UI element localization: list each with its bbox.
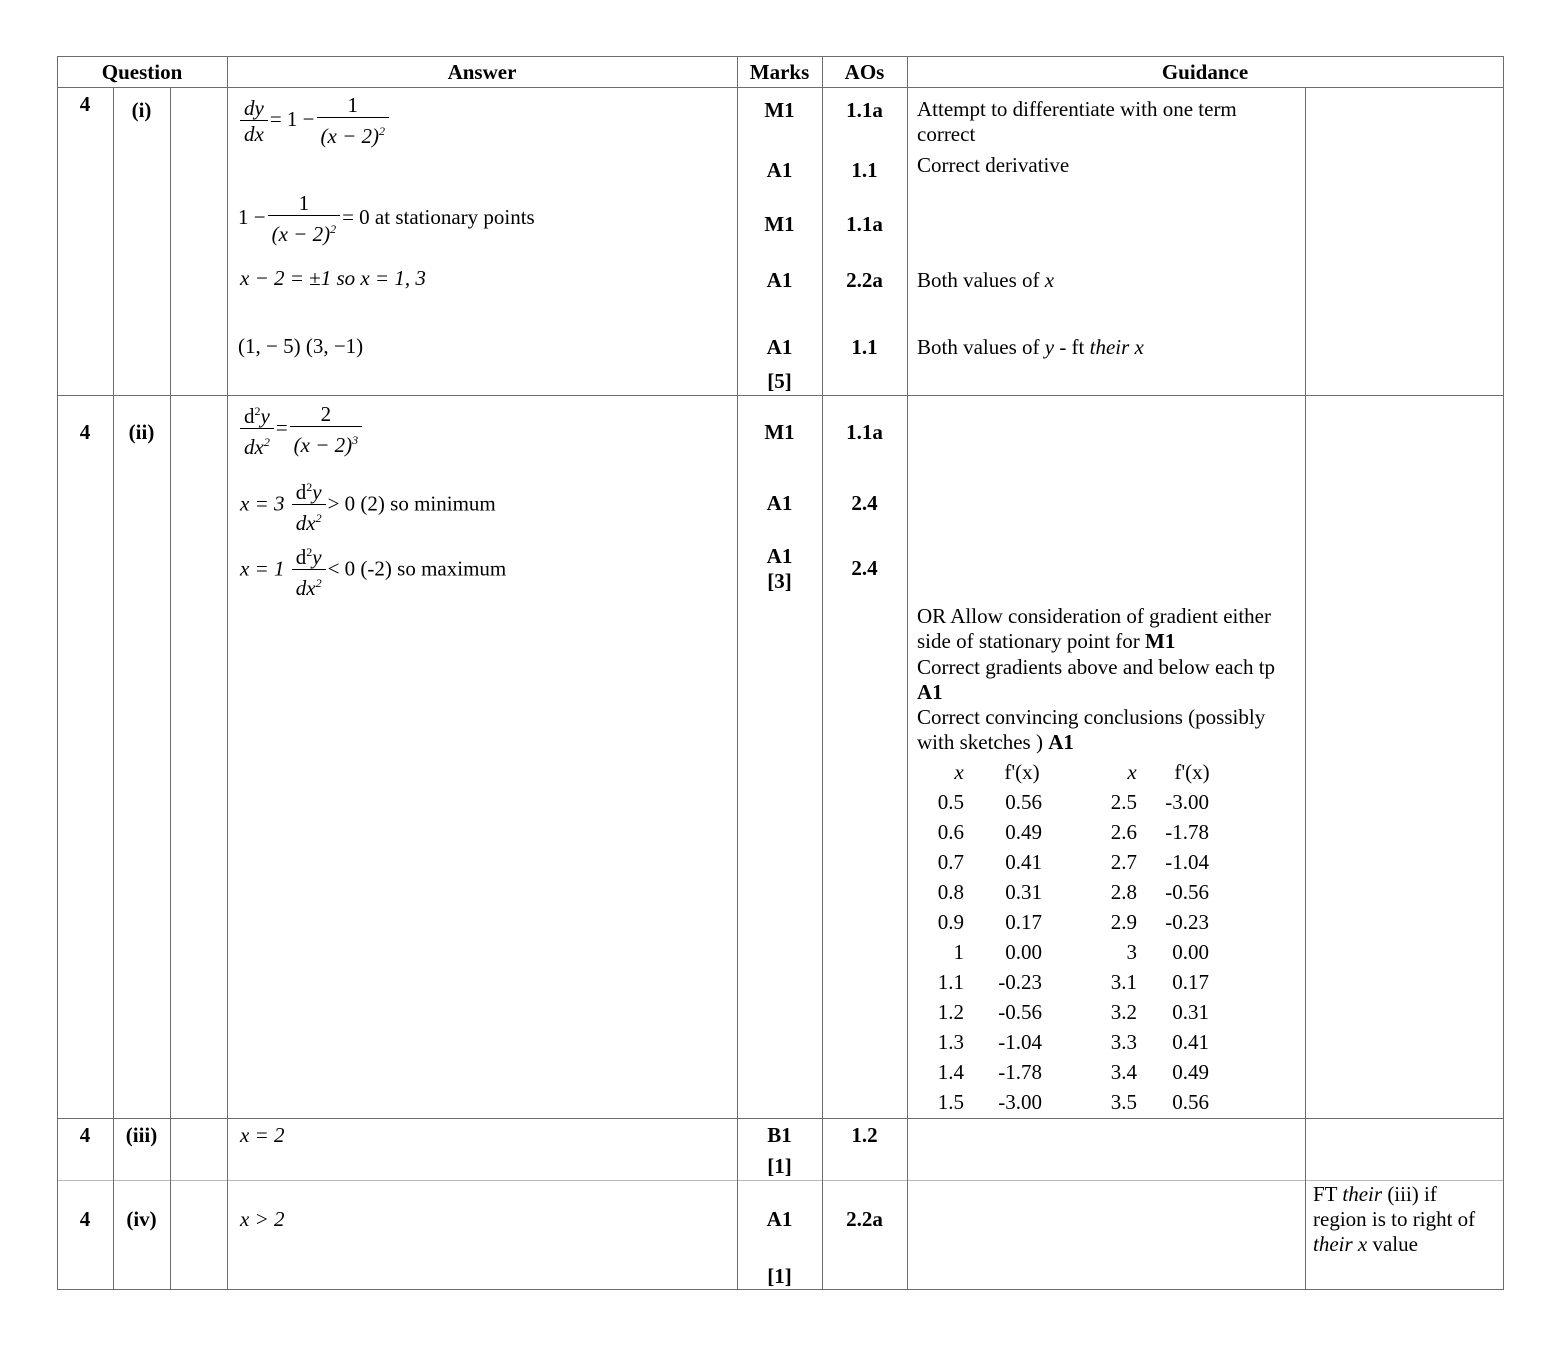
guidance-plain: Both values of: [917, 335, 1045, 359]
guidance-mark: A1: [1048, 730, 1074, 754]
row-divider-iii-iv: [57, 1180, 1504, 1181]
gradient-table-cell: 0.31: [1005, 880, 1042, 904]
gradient-table-cell: 0.56: [1172, 1090, 1209, 1114]
table-top-border: [57, 56, 1504, 57]
guidance-plain: - ft: [1054, 335, 1090, 359]
answer-post: = 0 at stationary points: [342, 204, 535, 229]
col-divider-question-answer: [227, 56, 228, 1290]
mark: A1: [766, 544, 793, 568]
mark: B1: [767, 1123, 792, 1147]
question-number: 4: [79, 420, 91, 444]
answer-pre: x = 1: [240, 556, 285, 581]
frac-num: 1: [298, 191, 310, 215]
gradient-table-header: x: [954, 760, 964, 784]
frac-den: [268, 215, 340, 247]
frac-den: [292, 504, 326, 536]
den-exp: 2: [330, 222, 337, 236]
frac-num: [292, 475, 326, 504]
guidance-text: [917, 629, 1175, 653]
mark: M1: [764, 420, 795, 444]
gradient-table-cell: 0.49: [1005, 820, 1042, 844]
den-text: (x − 2): [271, 222, 331, 246]
answer-points: (1, − 5) (3, −1): [238, 334, 364, 358]
den-text: dx: [295, 576, 316, 600]
ao: 1.1a: [846, 212, 883, 236]
frac-den: [240, 428, 274, 460]
num-var: y: [312, 480, 322, 504]
gradient-table-header: x: [1127, 760, 1137, 784]
ao: 2.4: [851, 491, 878, 515]
gradient-table-cell: 0.6: [937, 820, 964, 844]
gradient-table-cell: 3.4: [1110, 1060, 1137, 1084]
num-exp: 2: [306, 545, 313, 559]
gradient-table-cell: -3.00: [1165, 790, 1209, 814]
mark: A1: [766, 491, 793, 515]
frac-num: [292, 540, 326, 569]
den-text: (x − 2): [293, 432, 353, 457]
mark: A1: [766, 268, 793, 292]
gradient-table-cell: 2.9: [1110, 910, 1137, 934]
header-marks: Marks: [749, 60, 810, 84]
answer-derivative: [238, 93, 391, 149]
den-exp: 3: [352, 432, 359, 447]
table-right-border: [1503, 56, 1504, 1290]
gradient-table-cell: 0.8: [937, 880, 964, 904]
guidance-their: their: [1342, 1182, 1383, 1206]
col-divider-q1: [113, 87, 114, 1290]
col-divider-marks-aos: [822, 56, 823, 1290]
ao: 2.4: [851, 556, 878, 580]
gradient-table-cell: 0.7: [937, 850, 964, 874]
mark-total: [1]: [767, 1264, 792, 1288]
answer-eq: = 1 −: [269, 106, 315, 131]
frac-num: [240, 399, 274, 428]
guidance-text: correct: [917, 122, 976, 146]
mark-total: [5]: [767, 369, 792, 393]
guidance-plain: FT: [1313, 1182, 1343, 1206]
num-text: d: [295, 545, 307, 569]
ao: 2.2a: [846, 268, 883, 292]
guidance-plain: (iii) if: [1382, 1182, 1437, 1206]
guidance-mark: A1: [917, 680, 943, 704]
guidance-plain: value: [1367, 1232, 1418, 1256]
header-guidance: Guidance: [1161, 60, 1249, 84]
gradient-table-cell: -0.23: [1165, 910, 1209, 934]
gradient-table-cell: 0.17: [1172, 970, 1209, 994]
gradient-table-cell: 0.17: [1005, 910, 1042, 934]
header-question: Question: [101, 60, 183, 84]
guidance-text: Correct gradients above and below each tp: [917, 655, 1276, 679]
answer-asymptote: x = 2: [240, 1123, 285, 1147]
gradient-table-cell: 0.41: [1172, 1030, 1209, 1054]
den-exp: 2: [263, 435, 270, 449]
mark: A1: [766, 335, 793, 359]
gradient-table-cell: 0.49: [1172, 1060, 1209, 1084]
frac-den: dx: [240, 120, 268, 147]
guidance-their: their x: [1313, 1232, 1368, 1256]
question-number: 4: [79, 1123, 91, 1147]
answer-stationary-condition: [238, 191, 535, 247]
num-text: d: [295, 480, 307, 504]
gradient-table-cell: 3.1: [1110, 970, 1137, 994]
question-number: 4: [79, 92, 91, 116]
num-var: y: [312, 545, 322, 569]
gradient-table-cell: 0.9: [937, 910, 964, 934]
gradient-table-cell: 1.2: [937, 1000, 964, 1024]
ao: 1.1a: [846, 98, 883, 122]
gradient-table-cell: 1.3: [937, 1030, 964, 1054]
ao: 2.2a: [846, 1207, 883, 1231]
question-part: (iii): [125, 1123, 158, 1147]
guidance-text: [917, 730, 1074, 754]
gradient-table-cell: -1.78: [998, 1060, 1042, 1084]
den-exp: 2: [315, 511, 322, 525]
answer-minimum: [240, 475, 496, 536]
gradient-table-cell: 1.1: [937, 970, 964, 994]
question-number: 4: [79, 1207, 91, 1231]
gradient-table-cell: 2.5: [1110, 790, 1137, 814]
col-divider-guidance-inner: [1305, 87, 1306, 1290]
num-exp: 2: [254, 404, 261, 418]
guidance-text: Correct convincing conclusions (possibly: [917, 705, 1266, 729]
guidance-text: OR Allow consideration of gradient either: [917, 604, 1271, 628]
mark: A1: [766, 1207, 793, 1231]
gradient-table-cell: 1: [953, 940, 964, 964]
den-exp: 2: [315, 576, 322, 590]
answer-pre: x = 3: [240, 491, 285, 516]
gradient-table-cell: 2.7: [1110, 850, 1137, 874]
guidance-var: x: [1044, 268, 1055, 292]
ao: 1.2: [851, 1123, 878, 1147]
guidance-mark: M1: [1145, 629, 1176, 653]
header-aos: AOs: [844, 60, 885, 84]
num-var: y: [260, 404, 270, 428]
question-part: (iv): [126, 1207, 157, 1231]
frac-num: 2: [320, 401, 332, 426]
header-bottom-border: [57, 87, 1504, 88]
mark-total: [3]: [767, 569, 792, 593]
frac-num: 1: [347, 93, 358, 117]
gradient-table-cell: 0.00: [1172, 940, 1209, 964]
col-divider-q2: [170, 87, 171, 1290]
answer-post: < 0 (-2) so maximum: [327, 556, 507, 581]
row-divider-i-ii: [57, 395, 1504, 396]
answer-region: x > 2: [240, 1207, 285, 1231]
den-text: (x − 2): [320, 124, 379, 148]
guidance-text: region is to right of: [1313, 1207, 1476, 1231]
answer-pre: 1 −: [238, 204, 266, 229]
num-exp: 2: [306, 480, 313, 494]
frac-den: [290, 426, 362, 458]
header-answer: Answer: [447, 60, 517, 84]
guidance-their: their x: [1089, 335, 1144, 359]
gradient-table-cell: 2.6: [1110, 820, 1137, 844]
gradient-table-cell: 0.31: [1172, 1000, 1209, 1024]
gradient-table-cell: 1.4: [937, 1060, 964, 1084]
frac-num: dy: [244, 95, 264, 120]
gradient-table-cell: 2.8: [1110, 880, 1137, 904]
mark: M1: [764, 98, 795, 122]
num-text: d: [244, 404, 255, 428]
guidance-text: Correct derivative: [917, 153, 1070, 177]
col-divider-answer-marks: [737, 56, 738, 1290]
ao: 1.1: [851, 335, 878, 359]
table-bottom-border: [57, 1289, 1504, 1290]
frac-den: [317, 117, 389, 149]
frac-den: [292, 569, 326, 601]
gradient-table-cell: 0.56: [1005, 790, 1042, 814]
mark: M1: [764, 212, 795, 236]
gradient-table-cell: 1.5: [937, 1090, 964, 1114]
gradient-table-cell: 0.41: [1005, 850, 1042, 874]
den-text: dx: [244, 435, 264, 459]
gradient-table-cell: 0.00: [1005, 940, 1042, 964]
mark: A1: [766, 158, 793, 182]
den-exp: 2: [379, 124, 385, 138]
answer-post: > 0 (2) so minimum: [327, 491, 496, 516]
answer-x-values: x − 2 = ±1 so x = 1, 3: [240, 266, 426, 290]
gradient-table-cell: -1.04: [1165, 850, 1209, 874]
answer-eq: =: [275, 415, 288, 440]
guidance-text: [917, 268, 1054, 292]
answer-maximum: [240, 540, 506, 601]
gradient-table-cell: 3: [1126, 940, 1137, 964]
guidance-plain: with sketches ): [917, 730, 1049, 754]
gradient-table-cell: -1.78: [1165, 820, 1209, 844]
guidance-text: [917, 335, 1144, 359]
gradient-table-cell: 3.5: [1110, 1090, 1137, 1114]
table-left-border: [57, 56, 58, 1290]
gradient-table-cell: -0.23: [998, 970, 1042, 994]
gradient-table-cell: -0.56: [1165, 880, 1209, 904]
guidance-text: [1313, 1232, 1418, 1256]
gradient-table-cell: -1.04: [998, 1030, 1042, 1054]
guidance-plain: Both values of: [917, 268, 1045, 292]
guidance-plain: side of stationary point for: [917, 629, 1146, 653]
gradient-table-cell: 0.5: [937, 790, 964, 814]
gradient-table-header: f'(x): [1174, 760, 1210, 784]
gradient-table-cell: 3.3: [1110, 1030, 1137, 1054]
mark-total: [1]: [767, 1154, 792, 1178]
gradient-table-header: f'(x): [1004, 760, 1040, 784]
question-part: (i): [131, 98, 152, 122]
gradient-table-cell: -3.00: [998, 1090, 1042, 1114]
guidance-text: [1313, 1182, 1437, 1206]
row-divider-ii-iii: [57, 1118, 1504, 1119]
gradient-table-cell: -0.56: [998, 1000, 1042, 1024]
den-text: dx: [295, 511, 316, 535]
ao: 1.1: [851, 158, 878, 182]
question-part: (ii): [128, 420, 155, 444]
gradient-table-cell: 3.2: [1110, 1000, 1137, 1024]
guidance-var: y: [1044, 335, 1055, 359]
ao: 1.1a: [846, 420, 883, 444]
guidance-text: Attempt to differentiate with one term: [917, 97, 1237, 121]
answer-second-derivative: [238, 399, 364, 460]
